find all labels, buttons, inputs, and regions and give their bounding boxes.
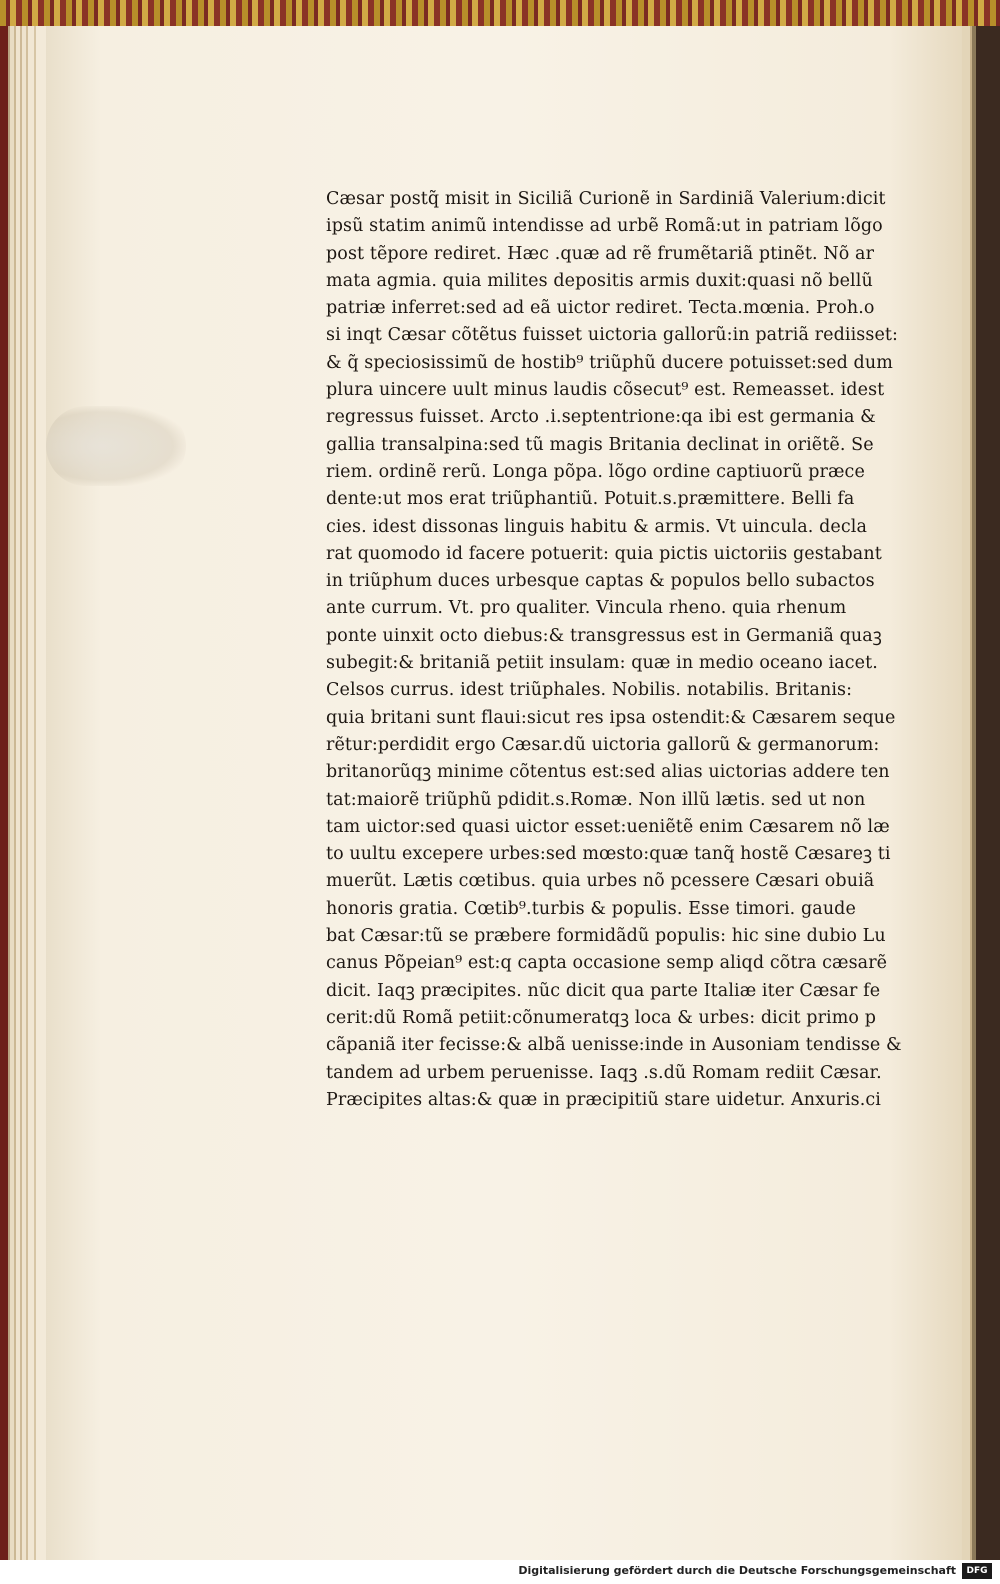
- text-line: & q̃ speciosissimũ de hostib⁹ triũphũ ducere potuisset:sed dum: [326, 352, 893, 373]
- text-line: ante currum. Vt. pro qualiter. Vincula rheno. quia rhenum: [326, 598, 847, 619]
- text-line: ipsũ statim animũ intendisse ad urbẽ Romã:ut in patriam lõgo: [326, 216, 883, 237]
- dfg-logo: DFG: [962, 1563, 992, 1579]
- text-line: canus Põpeian⁹ est:q capta occasione semp aliqd cõtra cæsarẽ: [326, 953, 888, 974]
- text-line: tam uictor:sed quasi uictor esset:ueniẽtẽ enim Cæsarem nõ læ: [326, 816, 890, 837]
- text-line: britanorũqꝫ minime cõtentus est:sed alias uictorias addere ten: [326, 762, 890, 783]
- text-line: cies. idest dissonas linguis habitu & armis. Vt uincula. decla: [326, 516, 868, 537]
- text-line: mata agmia. quia milites depositis armis duxit:quasi nõ bellũ: [326, 270, 873, 291]
- text-line: rẽtur:perdidit ergo Cæsar.dũ uictoria gallorũ & germanorum:: [326, 734, 880, 755]
- text-line: post tẽpore rediret. Hæc .quæ ad rẽ frumẽtariã ptinẽt. Nõ ar: [326, 243, 875, 264]
- text-line: to uultu excepere urbes:sed mœsto:quæ tanq̃ hostẽ Cæsareꝫ ti: [326, 844, 891, 865]
- text-line: cãpaniã iter fecisse:& albã uenisse:inde in Ausoniam tendisse &: [326, 1035, 902, 1056]
- text-line: si inqt Cæsar cõtẽtus fuisset uictoria gallorũ:in patriã rediisset:: [326, 325, 899, 346]
- text-line: honoris gratia. Cœtib⁹.turbis & populis. Esse timori. gaude: [326, 898, 856, 919]
- text-line: rat quomodo id facere potuerit: quia pictis uictoriis gestabant: [326, 543, 882, 564]
- text-line: patriæ inferret:sed ad eã uictor rediret. Tecta.mœnia. Proh.o: [326, 298, 875, 319]
- text-line: muerũt. Lætis cœtibus. quia urbes nõ pcessere Cæsari obuiã: [326, 871, 875, 892]
- funding-credit: Digitalisierung gefördert durch die Deutsche Forschungsgemeinschaft: [518, 1564, 956, 1577]
- text-line: riem. ordinẽ rerũ. Longa põpa. lõgo ordine captiuorũ præce: [326, 461, 865, 482]
- text-line: regressus fuisset. Arcto .i.septentrione:qa ibi est germania &: [326, 407, 876, 428]
- page-edge-right: [962, 26, 1000, 1560]
- commentary-text: [326, 186, 908, 1114]
- footer-bar: [0, 1560, 1000, 1584]
- text-line: Præcipites altas:& quæ in præcipitiũ stare uidetur. Anxuris.ci: [326, 1089, 882, 1110]
- text-line: cerit:dũ Romã petiit:cõnumeratqꝫ loca & urbes: dicit primo p: [326, 1007, 877, 1028]
- text-line: subegit:& britaniã petiit insulam: quæ in medio oceano iacet.: [326, 653, 878, 674]
- text-line: bat Cæsar:tũ se præbere formidãdũ populis: hic sine dubio Lu: [326, 926, 886, 947]
- page-edges-left: [0, 26, 46, 1560]
- text-line: quia britani sunt flaui:sicut res ipsa ostendit:& Cæsarem seque: [326, 707, 896, 728]
- text-line: dente:ut mos erat triũphantiũ. Potuit.s.præmittere. Belli fa: [326, 489, 855, 510]
- page-clip: [46, 406, 186, 486]
- text-line: plura uincere uult minus laudis cõsecut⁹ est. Remeasset. idest: [326, 380, 885, 401]
- text-line: in triũphum duces urbesque captas & populos bello subactos: [326, 571, 875, 592]
- text-line: dicit. Iaqꝫ præcipites. nũc dicit qua parte Italiæ iter Cæsar fe: [326, 980, 881, 1001]
- text-line: Celsos currus. idest triũphales. Nobilis. notabilis. Britanis:: [326, 680, 853, 701]
- text-line: Cæsar postq̃ misit in Siciliã Curionẽ in Sardiniã Valerium:dicit: [326, 189, 886, 209]
- text-line: gallia transalpina:sed tũ magis Britania declinat in oriẽtẽ. Se: [326, 434, 874, 455]
- text-line: ponte uinxit octo diebus:& transgressus est in Germaniã quaꝫ: [326, 625, 882, 646]
- text-line: tat:maiorẽ triũphũ pdidit.s.Romæ. Non illũ lætis. sed ut non: [326, 789, 866, 810]
- text-line: tandem ad urbem peruenisse. Iaqꝫ .s.dũ Romam rediit Cæsar.: [326, 1062, 882, 1083]
- gilt-edge-ornament: [0, 0, 1000, 26]
